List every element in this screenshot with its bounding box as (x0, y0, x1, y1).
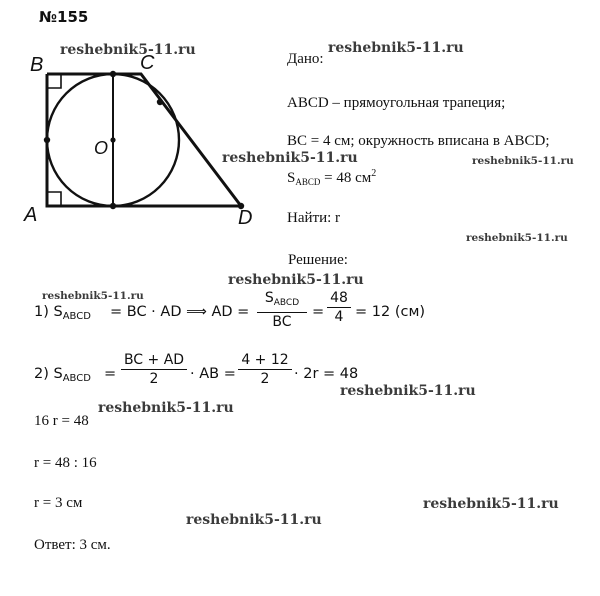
watermark: reshebnik5-11.ru (60, 42, 196, 58)
step1-frac2-numerator: 48 (327, 290, 351, 308)
given-area (287, 168, 376, 187)
step2-frac1-denominator: 2 (149, 371, 159, 387)
line-r-result: r = 3 см (34, 495, 83, 511)
step1-frac2-denominator: 4 (334, 309, 344, 325)
given-heading: Дано: (287, 51, 324, 67)
trapezoid-outline (47, 74, 241, 206)
watermark: reshebnik5-11.ru (228, 272, 364, 288)
tangent-point-top (110, 71, 116, 77)
step2-fraction-bases (121, 352, 187, 387)
solution-heading: Решение: (288, 252, 348, 268)
step1-lead (34, 304, 91, 322)
step1-result: = 12 (см) (355, 304, 426, 320)
watermark: reshebnik5-11.ru (186, 512, 322, 528)
answer-line: Ответ: 3 см. (34, 537, 111, 553)
line-r-division: r = 48 : 16 (34, 455, 97, 471)
trapezoid-figure (0, 50, 260, 280)
right-angle-mark-a (47, 192, 61, 206)
step1-frac1-sub: ABCD (273, 298, 300, 308)
step1-fraction-48-over-4 (327, 290, 351, 325)
step1-mid: = BC · AD ⟹ AD = (110, 304, 250, 320)
tangent-point-right (157, 99, 163, 105)
step2-eq0: = (104, 366, 117, 382)
problem-number: №155 (39, 8, 89, 26)
step2-frac2-denominator: 2 (260, 371, 270, 387)
find-line: Найти: r (287, 210, 341, 226)
step1-eq1: = (312, 304, 325, 320)
label-o: O (94, 138, 109, 158)
given-area-s: S (287, 170, 296, 186)
step2-result: · 2r = 48 (294, 366, 359, 382)
step1-frac1-denominator: BC (272, 314, 292, 330)
step1-lead-sub: ABCD (62, 311, 91, 322)
step1-fraction-area-over-bc (257, 290, 307, 330)
watermark: reshebnik5-11.ru (423, 496, 559, 512)
watermark: reshebnik5-11.ru (222, 150, 358, 166)
given-area-rest: = 48 см (320, 170, 372, 186)
watermark: reshebnik5-11.ru (328, 40, 464, 56)
given-line-2: BC = 4 см; окружность вписана в ABCD; (287, 133, 550, 149)
step2-fraction-4-plus-12 (238, 352, 292, 387)
step1-frac1-s: S (264, 290, 274, 306)
label-d: D (238, 207, 253, 229)
given-area-sup: 2 (371, 168, 377, 179)
step2-frac2-numerator: 4 + 12 (238, 352, 292, 370)
step1-lead-s: 1) S (34, 304, 63, 320)
center-point (110, 137, 115, 142)
label-c: C (140, 52, 155, 74)
tangent-point-left (44, 137, 50, 143)
watermark: reshebnik5-11.ru (98, 400, 234, 416)
step2-mid: · AB = (190, 366, 236, 382)
step2-lead (34, 366, 91, 384)
step1-frac1-numerator (257, 290, 307, 313)
watermark: reshebnik5-11.ru (472, 155, 574, 167)
line-16r: 16 r = 48 (34, 413, 89, 429)
label-b: B (30, 54, 44, 76)
step2-frac1-numerator: BC + AD (121, 352, 187, 370)
given-area-sub: ABCD (295, 177, 321, 187)
right-angle-mark-b (47, 74, 61, 88)
tangent-point-bottom (110, 203, 116, 209)
label-a: A (24, 204, 38, 226)
watermark: reshebnik5-11.ru (340, 383, 476, 399)
watermark: reshebnik5-11.ru (42, 290, 144, 302)
watermark: reshebnik5-11.ru (466, 232, 568, 244)
step2-lead-sub: ABCD (62, 373, 91, 384)
given-line-1: ABCD – прямоугольная трапеция; (287, 95, 506, 111)
step2-lead-s: 2) S (34, 366, 63, 382)
